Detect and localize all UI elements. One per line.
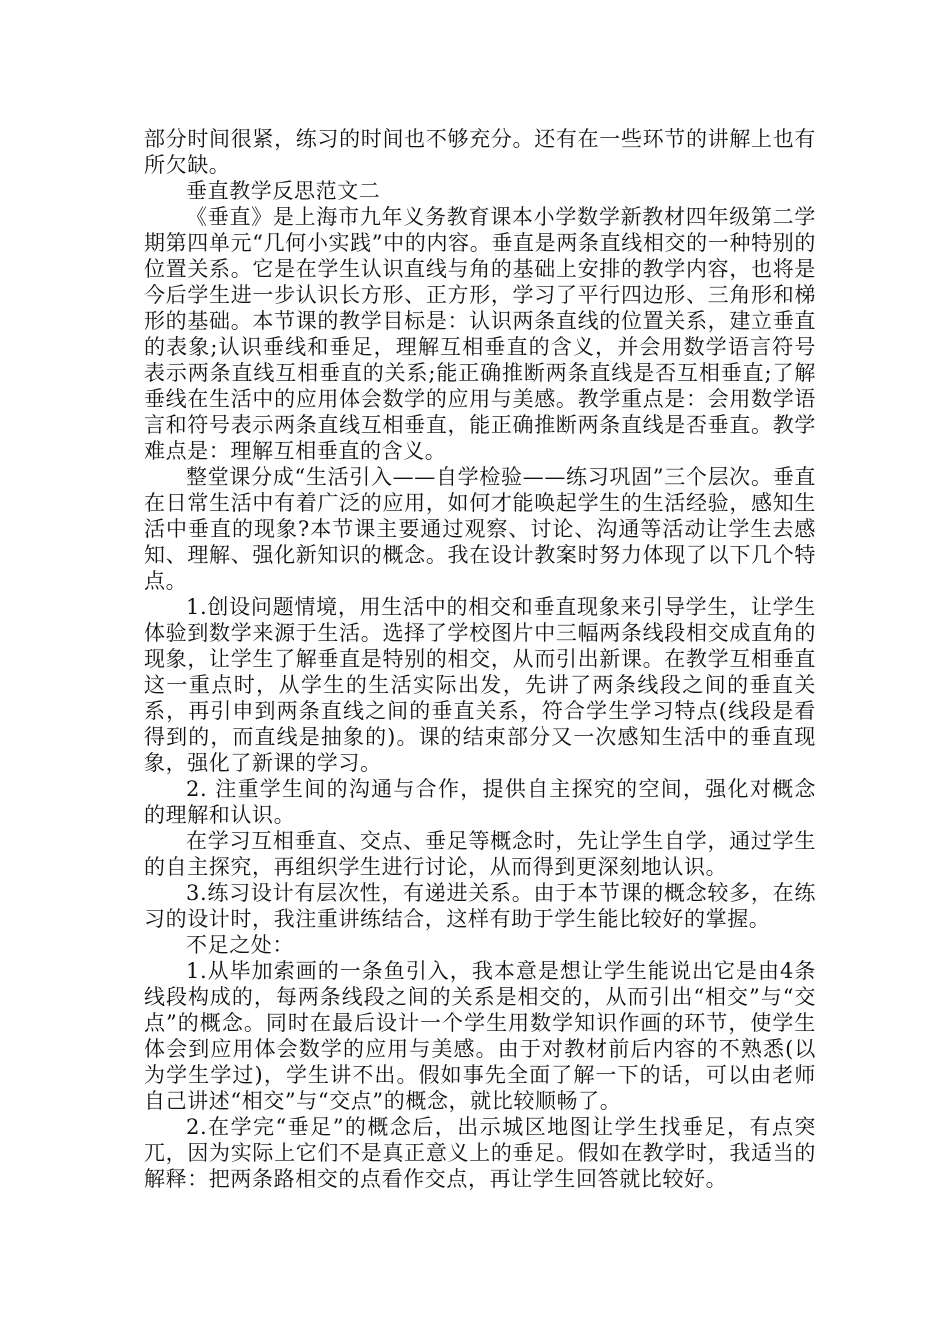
paragraph-continuation: 部分时间很紧，练习的时间也不够充分。还有在一些环节的讲解上也有所欠缺。 <box>144 127 816 177</box>
section-heading: 垂直教学反思范文二 <box>186 179 381 203</box>
paragraph-feature-2: 2. 注重学生间的沟通与合作，提供自主探究的空间，强化对概念的理解和认识。 <box>144 777 816 827</box>
paragraph-feature-1: 1.创设问题情境，用生活中的相交和垂直现象来引导学生，让学生体验到数学来源于生活。选择了学校图片中三幅两条线段相交成直角的现象，让学生了解垂直是特别的相交，从而引出新课。在教学互相垂直这一重点时，从学生的生活实际出发，先讲了两条线段之间的垂直关系，再引申到两条直线之间的垂直关系，符合学生学习特点(线段是看得到的，而直线是抽象的)。课的结束部分又一次感知生活中的垂直现象，强化了新课的学习。 <box>144 595 816 775</box>
paragraph-shortcoming-2: 2.在学完“垂足”的概念后，出示城区地图让学生找垂足，有点突兀，因为实际上它们不是真正意义上的垂足。假如在教学时，我适当的解释：把两条路相交的点看作交点，再让学生回答就比较好。 <box>144 1115 816 1191</box>
paragraph-shortcoming-1: 1.从毕加索画的一条鱼引入，我本意是想让学生能说出它是由4条线段构成的，每两条线段之间的关系是相交的，从而引出“相交”与“交点”的概念。同时在最后设计一个学生用数学知识作画的环节，使学生体会到应用体会数学的应用与美感。由于对教材前后内容的不熟悉(以为学生学过)，学生讲不出。假如事先全面了解一下的话，可以由老师自己讲述“相交”与“交点”的概念，就比较顺畅了。 <box>144 959 816 1113</box>
paragraph-intro: 《垂直》是上海市九年义务教育课本小学数学新教材四年级第二学期第四单元“几何小实践”中的内容。垂直是两条直线相交的一种特别的位置关系。它是在学生认识直线与角的基础上安排的教学内容，也将是今后学生进一步认识长方形、正方形，学习了平行四边形、三角形和梯形的基础。本节课的教学目标是：认识两条直线的位置关系，建立垂直的表象;认识垂线和垂足，理解互相垂直的含义，并会用数学语言符号表示两条直线互相垂直的关系;能正确推断两条直线是否互相垂直;了解垂线在生活中的应用体会数学的应用与美感。教学重点是：会用数学语言和符号表示两条直线互相垂直，能正确推断两条直线是否垂直。教学难点是：理解互相垂直的含义。 <box>144 205 816 463</box>
shortcomings-heading: 不足之处： <box>186 933 294 957</box>
document-page <box>144 126 816 1192</box>
paragraph-feature-3: 3.练习设计有层次性，有递进关系。由于本节课的概念较多，在练习的设计时，我注重讲练结合，这样有助于学生能比较好的掌握。 <box>144 881 816 931</box>
paragraph-feature-2-detail: 在学习互相垂直、交点、垂足等概念时，先让学生自学，通过学生的自主探究，再组织学生进行讨论，从而得到更深刻地认识。 <box>144 829 816 879</box>
paragraph-structure: 整堂课分成“生活引入——自学检验——练习巩固”三个层次。垂直在日常生活中有着广泛的应用，如何才能唤起学生的生活经验，感知生活中垂直的现象?本节课主要通过观察、讨论、沟通等活动让学生去感知、理解、强化新知识的概念。我在设计教案时努力体现了以下几个特点。 <box>144 465 816 593</box>
